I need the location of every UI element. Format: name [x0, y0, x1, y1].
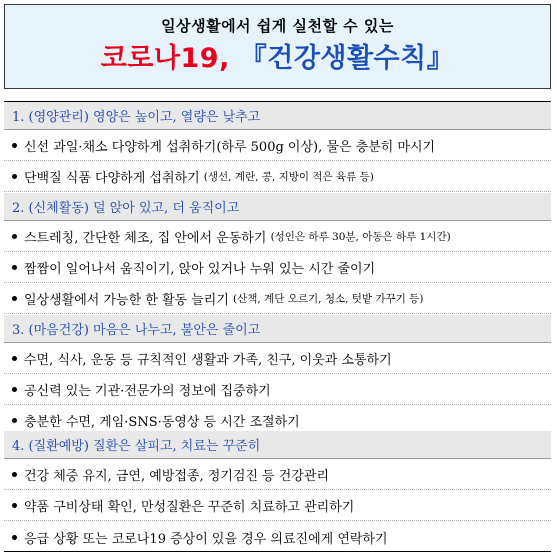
section-title-mental-health: 3. (마음건강) 마음은 나누고, 불안은 줄이고 — [4, 315, 551, 343]
item-text: 충분한 수면, 게임·SNS·동영상 등 시간 조절하기 — [24, 415, 300, 430]
item-text: 응급 상황 또는 코로나19 증상이 있을 경우 의료진에게 연락하기 — [24, 531, 388, 547]
item-text: 짬짬이 일어나서 움직이기, 앉아 있거나 누워 있는 시간 줄이기 — [24, 262, 376, 277]
bullet-icon — [12, 356, 17, 361]
header-banner — [4, 4, 551, 89]
header-title — [5, 42, 550, 76]
section-title-disease-prevention: 4. (질환예방) 질환은 살피고, 치료는 꾸준히 — [4, 431, 551, 459]
header-title-rules: 『건강생활수칙』 — [239, 43, 455, 74]
bullet-icon — [12, 143, 17, 148]
bullet-icon — [12, 387, 17, 392]
list-item — [4, 460, 551, 490]
item-note: (성인은 하루 30분, 아동은 하루 1시간) — [270, 231, 451, 243]
list-item — [4, 522, 551, 552]
list-item — [4, 375, 551, 405]
item-text: 일상생활에서 가능한 한 활동 늘리기 — [24, 293, 229, 308]
item-text: 약품 구비상태 확인, 만성질환은 꾸준히 치료하고 관리하기 — [24, 500, 355, 515]
rules-list — [4, 101, 551, 552]
list-item — [4, 253, 551, 283]
list-item — [4, 222, 551, 252]
item-text: 수면, 식사, 운동 등 규칙적인 생활과 가족, 친구, 이웃과 소통하기 — [24, 353, 392, 368]
section-title-activity: 2. (신체활동) 덜 앉아 있고, 더 움직이고 — [4, 193, 551, 221]
list-item — [4, 344, 551, 374]
bullet-icon — [12, 503, 17, 508]
bullet-icon — [12, 418, 17, 423]
list-item — [4, 284, 551, 314]
header-title-covid: 코로나19, — [100, 43, 230, 74]
bullet-icon — [12, 472, 17, 477]
list-item — [4, 491, 551, 521]
list-item — [4, 162, 551, 192]
bullet-icon — [12, 296, 17, 301]
item-text: 스트레칭, 간단한 체조, 집 안에서 운동하기 — [24, 231, 267, 246]
bullet-icon — [12, 174, 17, 179]
item-text: 신선 과일·채소 다양하게 섭취하기(하루 500g 이상), 물은 충분히 마시기 — [24, 140, 436, 155]
item-text: 공신력 있는 기관·전문가의 정보에 집중하기 — [24, 384, 271, 399]
section-title-nutrition: 1. (영양관리) 영양은 높이고, 열량은 낮추고 — [4, 102, 551, 130]
list-item — [4, 131, 551, 161]
header-subtitle: 일상생활에서 쉽게 실천할 수 있는 — [161, 17, 394, 35]
bullet-icon — [12, 234, 17, 239]
item-text: 단백질 식품 다양하게 섭취하기 — [24, 171, 200, 186]
item-text: 건강 체중 유지, 금연, 예방접종, 정기검진 등 건강관리 — [24, 469, 330, 484]
bullet-icon — [12, 265, 17, 270]
item-note: (산책, 계단 오르기, 청소, 텃밭 가꾸기 등) — [233, 293, 424, 305]
bullet-icon — [12, 535, 17, 540]
item-note: (생선, 계란, 콩, 지방이 적은 육류 등) — [203, 171, 374, 183]
